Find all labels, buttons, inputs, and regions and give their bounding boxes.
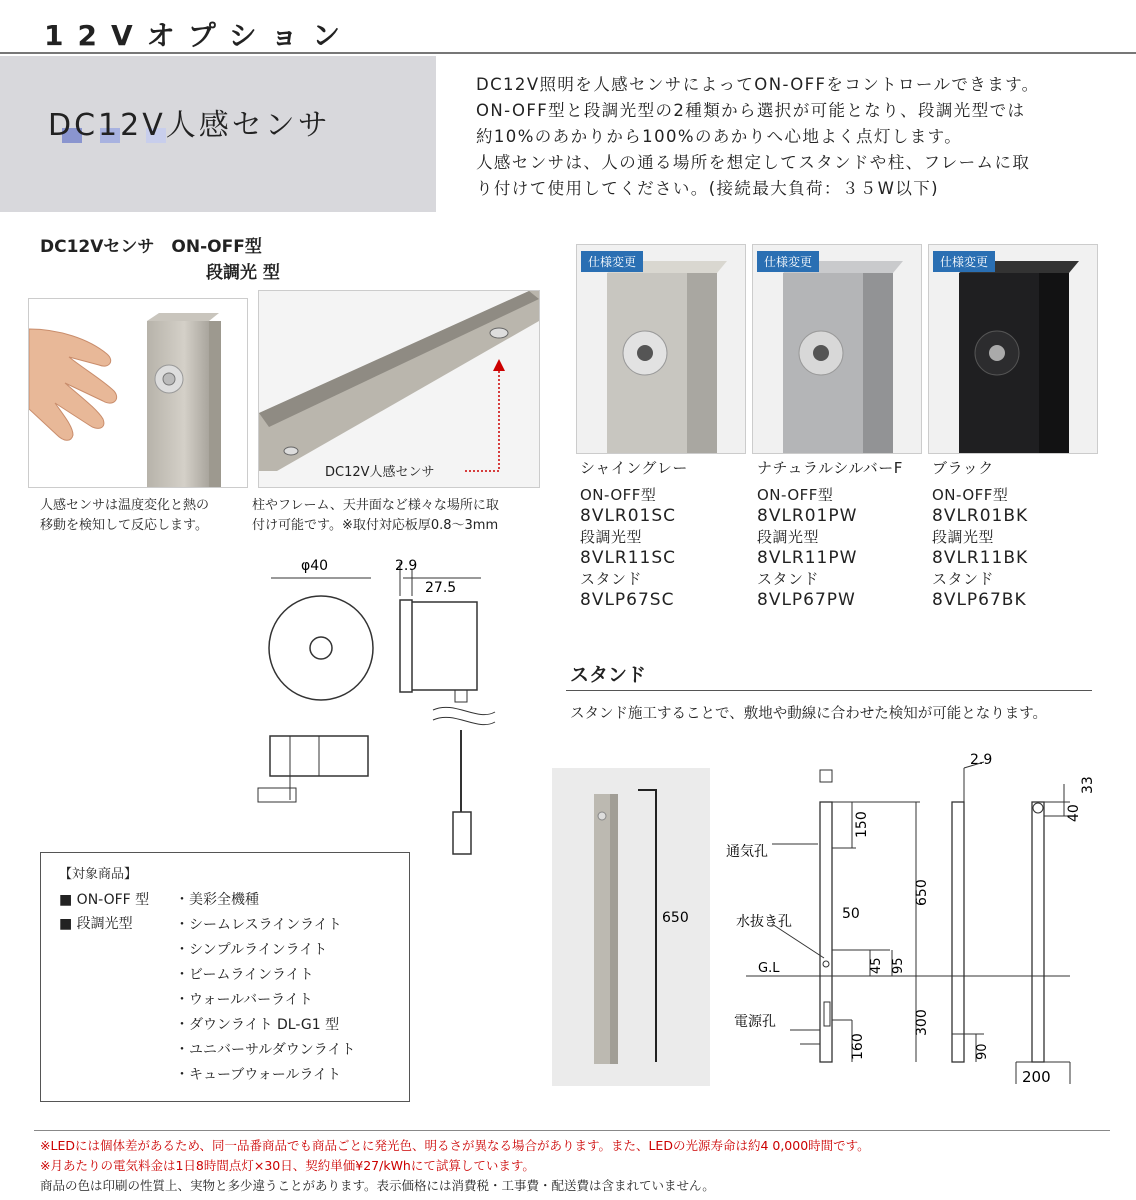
target-item: ・ユニバーサルダウンライト: [175, 1042, 356, 1058]
drain-label: 水抜き孔: [736, 914, 792, 930]
onoff-label: ON-OFF型: [580, 486, 657, 504]
beam-sensor-label: DC12V人感センサ: [325, 465, 435, 480]
dim-33: 33: [1080, 776, 1096, 794]
variant-photo-natural-silver: [752, 244, 922, 454]
hand-sensor-illustration: [29, 299, 247, 487]
dim-label: 段調光型: [757, 528, 820, 546]
dim-650: 650: [914, 879, 930, 906]
caption-line: 付け可能です。※取付対応板厚0.8〜3mm: [252, 518, 499, 533]
stand-photo: [552, 768, 710, 1086]
target-item: ・美彩全機種: [175, 892, 259, 908]
post-shine-gray: [577, 245, 745, 453]
target-products-title: 【対象商品】: [59, 867, 138, 882]
desc-line: 人感センサは、人の通る場所を想定してスタンドや柱、フレームに取: [476, 153, 1031, 172]
target-item: ・ダウンライト DL-G1 型: [175, 1017, 340, 1033]
section-heading-2: 段調光 型: [206, 263, 280, 283]
stand-divider: [566, 690, 1092, 691]
dim-code: 8VLR11PW: [757, 548, 858, 568]
desc-line: ON-OFF型と段調光型の2種類から選択が可能となり、段調光型では: [476, 101, 1026, 120]
dim-depth: 27.5: [425, 580, 457, 596]
dim-code: 8VLR11SC: [580, 548, 677, 568]
caption-line: 移動を検知して反応します。: [40, 518, 208, 533]
hand-photo-caption: [40, 496, 209, 536]
caption-line: 柱やフレーム、天井面など様々な場所に取: [252, 498, 499, 513]
color-name: シャイングレー: [580, 459, 688, 477]
onoff-code: 8VLR01BK: [932, 506, 1029, 526]
footer-note-color: 商品の色は印刷の性質上、実物と多少違うことがあります。表示価格には消費税・工事費・配送費は含まれていません。: [40, 1178, 715, 1193]
power-label: 電源孔: [734, 1014, 776, 1030]
footer-note-led: ※LEDには個体差があるため、同一品番商品でも商品ごとに発光色、明るさが異なる場合があります。また、LEDの光源寿命は約4 0,000時間です。: [40, 1138, 870, 1153]
stand-code: 8VLP67SC: [580, 590, 675, 610]
footer-note-electricity: ※月あたりの電気料金は1日8時間点灯×30日、契約単価¥27/kWhにて試算しています。: [40, 1158, 535, 1173]
stand-heading: スタンド: [570, 664, 647, 686]
stand-label: スタンド: [932, 570, 995, 588]
stand-caption: スタンド施工することで、敷地や動線に合わせた検知が可能となります。: [570, 706, 1048, 722]
spec-change-badge: 仕様変更: [933, 251, 995, 272]
post-black: [929, 245, 1097, 453]
dim-95: 95: [891, 957, 906, 974]
onoff-code: 8VLR01SC: [580, 506, 677, 526]
spec-change-badge: 仕様変更: [757, 251, 819, 272]
stand-dimension-drawing: [720, 744, 1100, 1094]
hand-sensor-photo: [28, 298, 248, 488]
dim-200: 200: [1022, 1068, 1051, 1086]
target-item: ・シンプルラインライト: [175, 942, 328, 958]
section-heading-1: DC12Vセンサ ON-OFF型: [40, 237, 262, 257]
dim-45: 45: [869, 957, 884, 974]
stand-label: スタンド: [580, 570, 643, 588]
stand-code: 8VLP67BK: [932, 590, 1027, 610]
stand-code: 8VLP67PW: [757, 590, 856, 610]
variant-photo-black: [928, 244, 1098, 454]
dim-thickness: 2.9: [395, 558, 418, 574]
sensor-dimension-drawing: [255, 550, 515, 890]
dim-40: 40: [1066, 804, 1082, 822]
variant-photo-shine-gray: [576, 244, 746, 454]
dim-150: 150: [854, 811, 870, 838]
onoff-label: ON-OFF型: [932, 486, 1009, 504]
dim-label: 段調光型: [580, 528, 643, 546]
target-item: ・シームレスラインライト: [175, 917, 342, 933]
color-name: ブラック: [932, 459, 994, 477]
onoff-label: ON-OFF型: [757, 486, 834, 504]
post-natural-silver: [753, 245, 921, 453]
target-item: ・ウォールバーライト: [175, 992, 313, 1008]
gl-label: G.L: [758, 961, 780, 976]
color-name: ナチュラルシルバーF: [757, 459, 903, 477]
dim-diameter: φ40: [301, 558, 329, 574]
caption-line: 人感センサは温度変化と熱の: [40, 498, 210, 513]
beam-sensor-photo: [258, 290, 540, 488]
dim-code: 8VLR11BK: [932, 548, 1029, 568]
type-dimming: ■ 段調光型: [59, 916, 133, 932]
variant-info-black: [932, 458, 1028, 611]
dim-160: 160: [850, 1033, 866, 1060]
variant-info-natural-silver: [757, 458, 903, 611]
stand-post-illustration: [552, 768, 710, 1086]
product-description: [476, 72, 1126, 202]
title-divider: [0, 52, 1136, 54]
vent-label: 通気孔: [726, 844, 768, 860]
desc-line: DC12V照明を人感センサによってON-OFFをコントロールできます。: [476, 75, 1040, 94]
dim-50: 50: [842, 906, 860, 922]
target-products-box: [40, 852, 410, 1102]
spec-change-badge: 仕様変更: [581, 251, 643, 272]
stand-photo-height: 650: [662, 910, 689, 926]
dim-2-9: 2.9: [970, 752, 993, 768]
onoff-code: 8VLR01PW: [757, 506, 858, 526]
beam-photo-caption: [252, 496, 499, 536]
sensor-name: DC12V人感センサ: [48, 108, 331, 143]
beam-illustration: [259, 291, 539, 487]
dim-300: 300: [914, 1009, 930, 1036]
desc-line: り付けて使用してください。(接続最大負荷：３５W以下): [476, 179, 939, 198]
page-title: 12Vオプション: [44, 19, 355, 52]
target-item: ・ビームラインライト: [175, 967, 314, 983]
target-item: ・キューブウォールライト: [175, 1067, 342, 1083]
dim-label: 段調光型: [932, 528, 995, 546]
dim-90: 90: [975, 1043, 990, 1060]
type-onoff: ■ ON-OFF 型: [59, 892, 150, 908]
variant-info-shine-gray: [580, 458, 688, 611]
stand-label: スタンド: [757, 570, 820, 588]
desc-line: 約10%のあかりから100%のあかりへ心地よく点灯します。: [476, 127, 963, 146]
footer-divider: [34, 1130, 1110, 1131]
